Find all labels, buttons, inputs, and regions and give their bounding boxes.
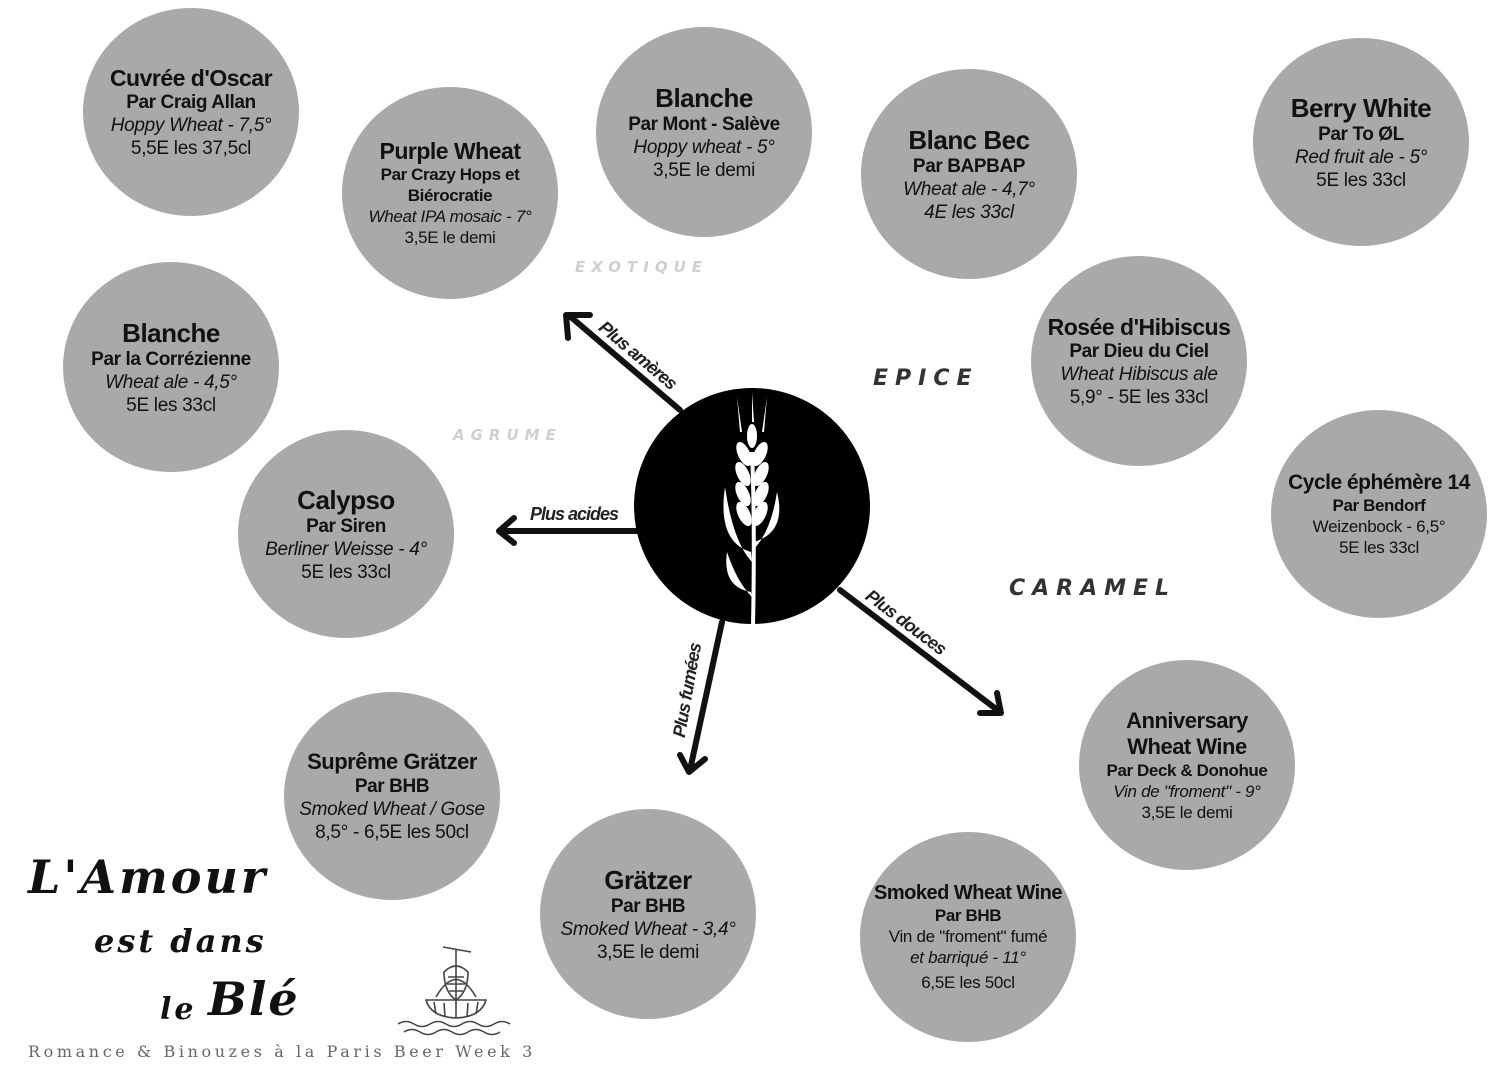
- beer-price: 4E les 33cl: [924, 201, 1014, 223]
- beer-smoked-wheat-wine: [860, 832, 1076, 1042]
- beer-name: Smoked Wheat Wine: [874, 882, 1063, 904]
- beer-blanche-correzienne: [63, 262, 279, 472]
- flavor-exotique: EXOTIQUE: [575, 258, 709, 276]
- beer-anniversary-wheat-wine: [1079, 660, 1295, 870]
- beer-name: Blanche: [655, 82, 753, 113]
- beer-name: Cuvrée d'Oscar: [109, 64, 273, 91]
- beer-price: 5,5E les 37,5cl: [130, 137, 252, 159]
- beer-style: Smoked Wheat / Gose: [299, 798, 485, 820]
- beer-blanche-mont-saleve: [596, 27, 812, 237]
- beer-brewer: Par Bendorf: [1332, 495, 1426, 515]
- beer-price: 3,5E le demi: [596, 941, 699, 963]
- beer-name: Anniversary Wheat Wine: [1126, 707, 1248, 759]
- beer-berry-white: [1253, 38, 1469, 246]
- beer-price: 5E les 33cl: [126, 394, 216, 416]
- beer-gratzer: [540, 809, 756, 1019]
- title-line-2: est dans: [94, 922, 267, 960]
- beer-name: Grätzer: [604, 864, 692, 895]
- beer-rosee-dhibiscus: [1031, 256, 1247, 466]
- title-line-1: L'Amour: [28, 850, 269, 904]
- beer-style: Smoked Wheat - 3,4°: [560, 918, 736, 940]
- subtitle: Romance & Binouzes à la Paris Beer Week 3: [28, 1042, 536, 1061]
- beer-brewer: Par To ØL: [1318, 123, 1404, 145]
- beer-price: 5,9° - 5E les 33cl: [1069, 386, 1209, 408]
- beer-name: Calypso: [297, 484, 395, 515]
- beer-brewer: Par BHB: [610, 895, 686, 917]
- beer-style: Wheat ale - 4,7°: [903, 178, 1035, 200]
- beer-purple-wheat: [342, 87, 558, 299]
- beer-brewer: Par la Corrézienne: [91, 348, 251, 370]
- beer-name: Suprême Grätzer: [307, 748, 477, 774]
- ship-hop-logo-icon: [396, 942, 516, 1037]
- beer-calypso: [238, 430, 454, 638]
- flavor-agrume: AGRUME: [453, 426, 562, 444]
- beer-price: 3,5E le demi: [652, 159, 755, 181]
- beer-price: 5E les 33cl: [1339, 537, 1419, 557]
- beer-name: Purple Wheat: [379, 138, 521, 164]
- beer-brewer: Par BAPBAP: [912, 155, 1026, 177]
- beer-style: Vin de "froment" fumé: [888, 927, 1048, 946]
- beer-style: Red fruit ale - 5°: [1294, 146, 1428, 168]
- beer-style-2: et barriqué - 11°: [910, 948, 1026, 967]
- beer-style: Vin de "froment" - 9°: [1113, 781, 1261, 801]
- beer-name: Berry White: [1290, 92, 1432, 123]
- beer-style: Wheat Hibiscus ale: [1060, 363, 1218, 385]
- beer-blanc-bec: [861, 69, 1077, 279]
- arrow-douces: [840, 590, 1000, 712]
- flavor-caramel: CARAMEL: [1009, 576, 1177, 601]
- title-line-3-ble: Blé: [208, 972, 300, 1026]
- beer-brewer: Par Siren: [306, 515, 386, 537]
- beer-style: Hoppy wheat - 5°: [633, 136, 775, 158]
- beer-style: Wheat ale - 4,5°: [105, 371, 237, 393]
- beer-price: 6,5E les 50cl: [921, 973, 1015, 992]
- axis-label-fumees: Plus fumées: [668, 641, 706, 739]
- beer-style: Wheat IPA mosaic - 7°: [368, 207, 532, 226]
- beer-price: 3,5E le demi: [404, 228, 496, 247]
- beer-price: 5E les 33cl: [1316, 169, 1406, 191]
- beer-name: Blanc Bec: [908, 124, 1030, 155]
- beer-brewer: Par Dieu du Ciel: [1069, 340, 1209, 362]
- wheat-icon: [707, 392, 797, 632]
- beer-brewer: Par BHB: [934, 906, 1002, 925]
- axis-label-acides: Plus acides: [530, 504, 619, 524]
- beer-name: Blanche: [122, 317, 220, 348]
- beer-supreme-gratzer: [284, 692, 500, 900]
- beer-style: Berliner Weisse - 4°: [265, 538, 427, 560]
- beer-brewer: Par Craig Allan: [126, 91, 256, 113]
- title-line-3-le: le: [160, 992, 197, 1027]
- beer-cuvree-doscar: [83, 8, 299, 216]
- beer-cycle-ephemere: [1271, 410, 1487, 618]
- beer-brewer: Par Deck & Donohue: [1106, 760, 1268, 780]
- beer-brewer: Par BHB: [354, 775, 430, 797]
- beer-style: Weizenbock - 6,5°: [1312, 516, 1446, 536]
- flavor-epice: EPICE: [873, 366, 979, 391]
- beer-price: 5E les 33cl: [301, 561, 391, 583]
- axis-label-douces: Plus douces: [861, 585, 950, 659]
- beer-name: Cycle éphémère 14: [1288, 470, 1470, 494]
- beer-brewer: Par Mont - Salève: [628, 113, 780, 135]
- beer-brewer: Par Crazy Hops et Biérocratie: [380, 165, 520, 205]
- beer-name: Rosée d'Hibiscus: [1047, 313, 1231, 340]
- beer-price: 3,5E le demi: [1141, 802, 1233, 822]
- beer-style: Hoppy Wheat - 7,5°: [110, 114, 272, 136]
- axis-label-ameres: Plus amères: [595, 316, 681, 394]
- beer-price: 8,5° - 6,5E les 50cl: [315, 821, 469, 843]
